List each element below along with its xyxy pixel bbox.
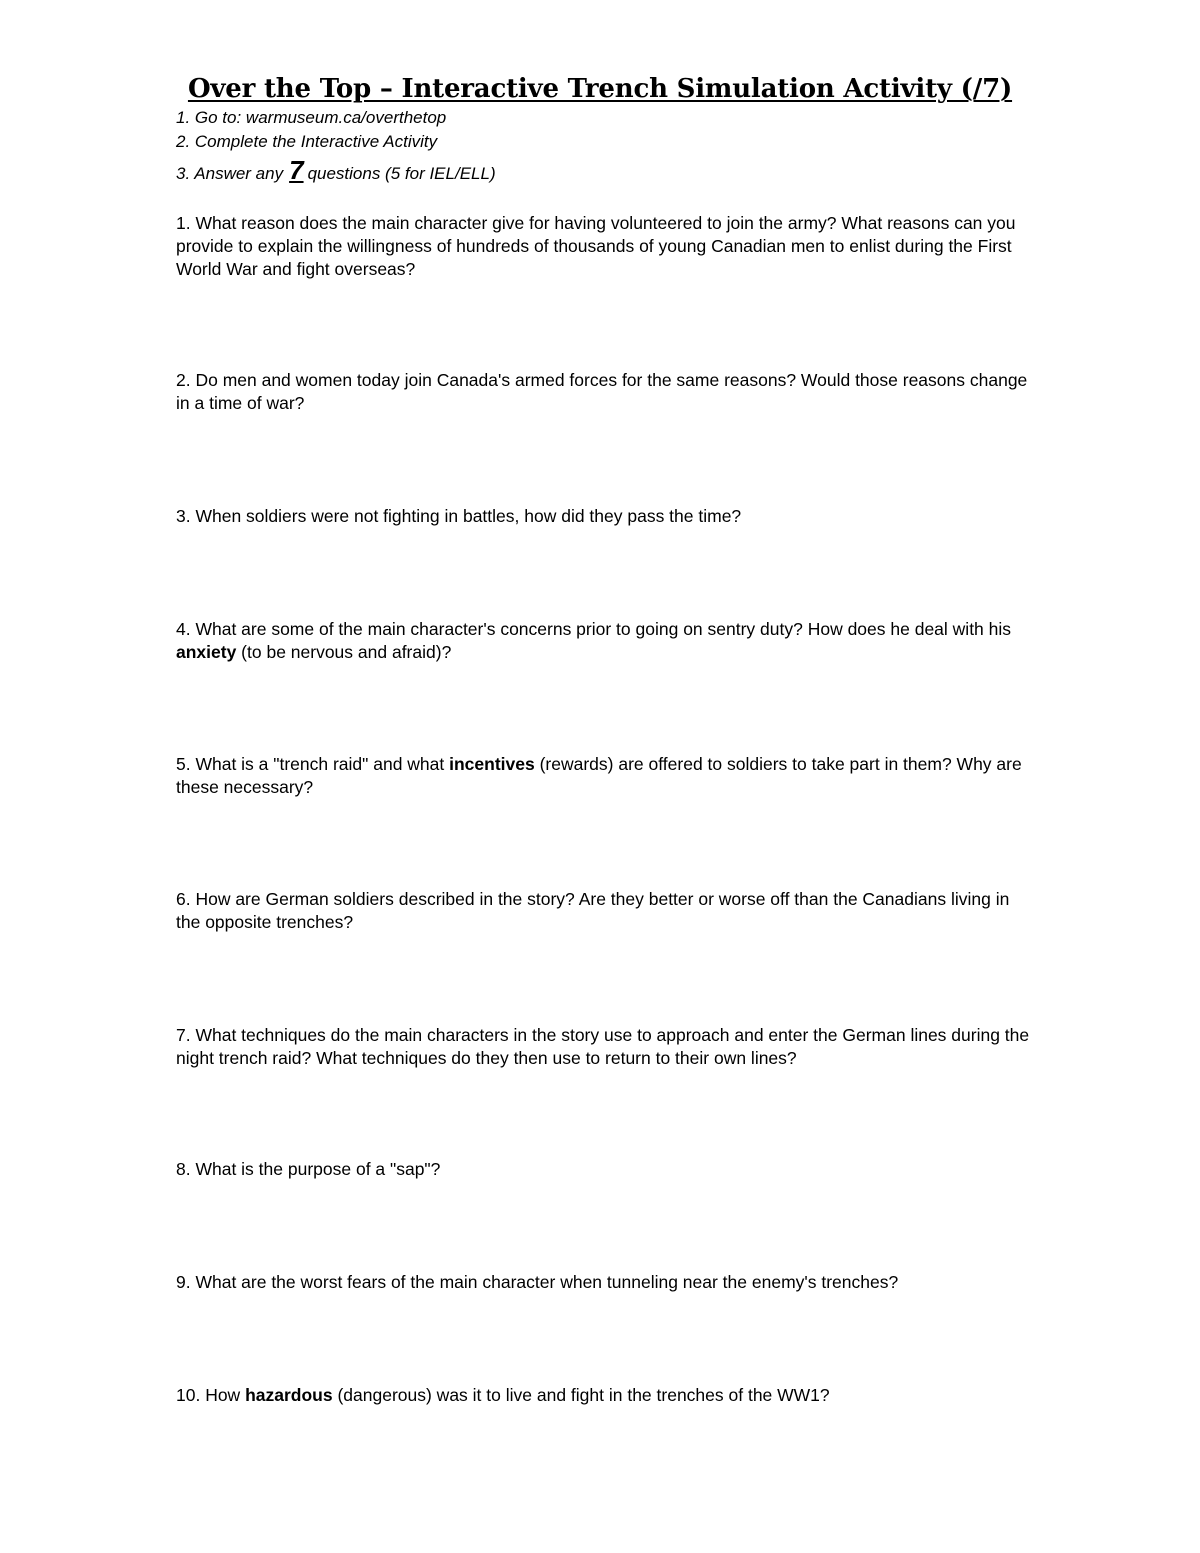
question-6: 6. How are German soldiers described in the story? Are they better or worse off than the Canadians living in the opposite trenches? xyxy=(176,889,1010,932)
question-10-text-end: (dangerous) was it to live and fight in the trenches of the WW1? xyxy=(332,1385,830,1405)
question-9: 9. What are the worst fears of the main character when tunneling near the enemy's trenches? xyxy=(176,1272,899,1292)
instruction-step-3 xyxy=(176,155,496,185)
question-2: 2. Do men and women today join Canada's armed forces for the same reasons? Would those reasons change in a time of war? xyxy=(176,370,1028,413)
instruction-step-2: 2. Complete the Interactive Activity xyxy=(176,132,438,151)
question-4-bold-term: anxiety xyxy=(176,642,237,662)
question-3: 3. When soldiers were not fighting in battles, how did they pass the time? xyxy=(176,506,742,526)
question-5-bold-term: incentives xyxy=(449,754,535,774)
question-5-text: 5. What is a "trench raid" and what xyxy=(176,754,450,774)
instruction-step-3-after: questions (5 for IEL/ELL) xyxy=(307,164,496,183)
question-4-text-end: (to be nervous and afraid)? xyxy=(236,642,452,662)
instruction-step-3-before: 3. Answer any xyxy=(176,164,284,183)
question-8: 8. What is the purpose of a "sap"? xyxy=(176,1159,441,1179)
question-5-text-end: (rewards) are offered to soldiers to take part in them? Why are these necessary? xyxy=(176,754,1022,797)
question-count-number: 7 xyxy=(289,155,304,185)
page-title: Over the Top – Interactive Trench Simulation Activity (/7) xyxy=(187,74,1013,104)
question-10-bold-term: hazardous xyxy=(245,1385,333,1405)
question-5 xyxy=(176,753,1036,799)
question-1: 1. What reason does the main character give for having volunteered to join the army? What reasons can you provide to explain the willingness of hundreds of thousands of young Canadian men to enlist during the First World War and fight overseas? xyxy=(176,213,1016,279)
question-10-text: 10. How xyxy=(176,1385,246,1405)
question-10 xyxy=(176,1384,1036,1407)
question-7: 7. What techniques do the main characters in the story use to approach and enter the German lines during the night trench raid? What techniques do they then use to return to their own lines? xyxy=(176,1025,1030,1068)
question-4-text: 4. What are some of the main character's concerns prior to going on sentry duty? How does he deal with his xyxy=(176,619,1012,639)
question-4 xyxy=(176,618,1036,664)
instruction-step-1: 1. Go to: warmuseum.ca/overthetop xyxy=(176,108,447,127)
